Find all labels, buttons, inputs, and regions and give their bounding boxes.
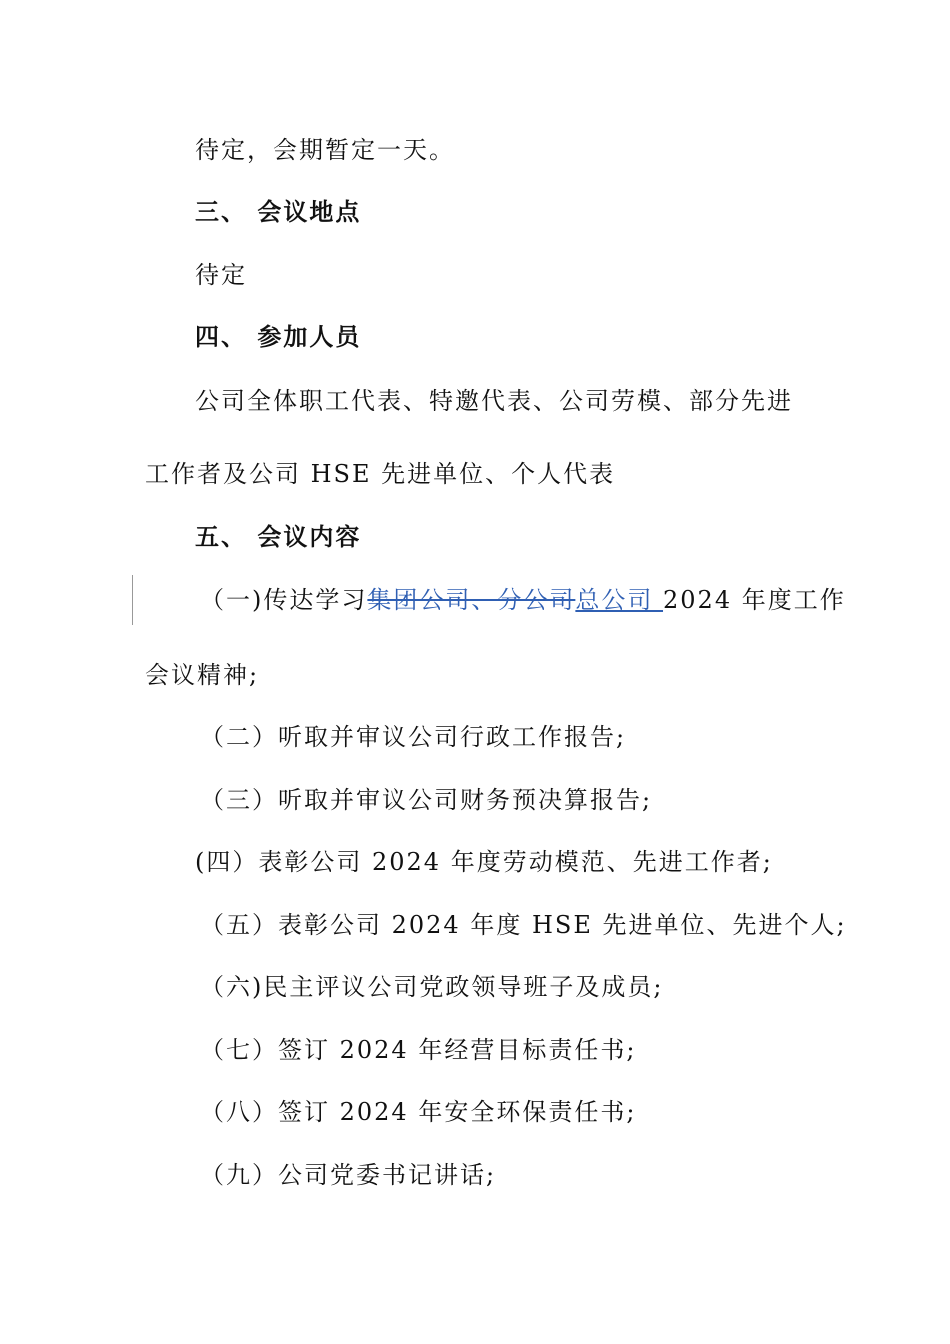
agenda-item-2: （二）听取并审议公司行政工作报告; [200, 723, 627, 751]
agenda-item-7: （七）签订 2024 年经营目标责任书; [200, 1036, 637, 1064]
section-heading-location: 三、 会议地点 [195, 198, 362, 226]
agenda-item-1-line1 [200, 584, 846, 616]
agenda-item-3: （三）听取并审议公司财务预决算报告; [200, 786, 653, 814]
revision-change-bar [132, 575, 133, 625]
agenda-item-1-suffix: 2024 年度工作 [663, 586, 846, 614]
attendees-text-line1: 公司全体职工代表、特邀代表、公司劳模、部分先进 [195, 387, 793, 415]
attendees-text-line2: 工作者及公司 HSE 先进单位、个人代表 [145, 460, 616, 488]
section-heading-content: 五、 会议内容 [195, 523, 362, 551]
tracked-deletion: 集团公司、分公司 [367, 586, 576, 614]
tracked-insertion: 总公司 [575, 586, 664, 614]
agenda-item-6: （六)民主评议公司党政领导班子及成员; [200, 973, 664, 1001]
agenda-item-1-line2: 会议精神; [145, 661, 260, 689]
agenda-item-5: （五）表彰公司 2024 年度 HSE 先进单位、先进个人; [200, 911, 847, 939]
location-text: 待定 [195, 261, 247, 289]
agenda-item-4: (四）表彰公司 2024 年度劳动模范、先进工作者; [195, 848, 773, 876]
agenda-item-9: （九）公司党委书记讲话; [200, 1161, 497, 1189]
section-heading-attendees: 四、 参加人员 [195, 323, 362, 351]
meeting-duration-text: 待定，会期暂定一天。 [195, 136, 455, 164]
agenda-item-8: （八）签订 2024 年安全环保责任书; [200, 1098, 637, 1126]
agenda-item-1-prefix: （一)传达学习 [200, 586, 368, 614]
